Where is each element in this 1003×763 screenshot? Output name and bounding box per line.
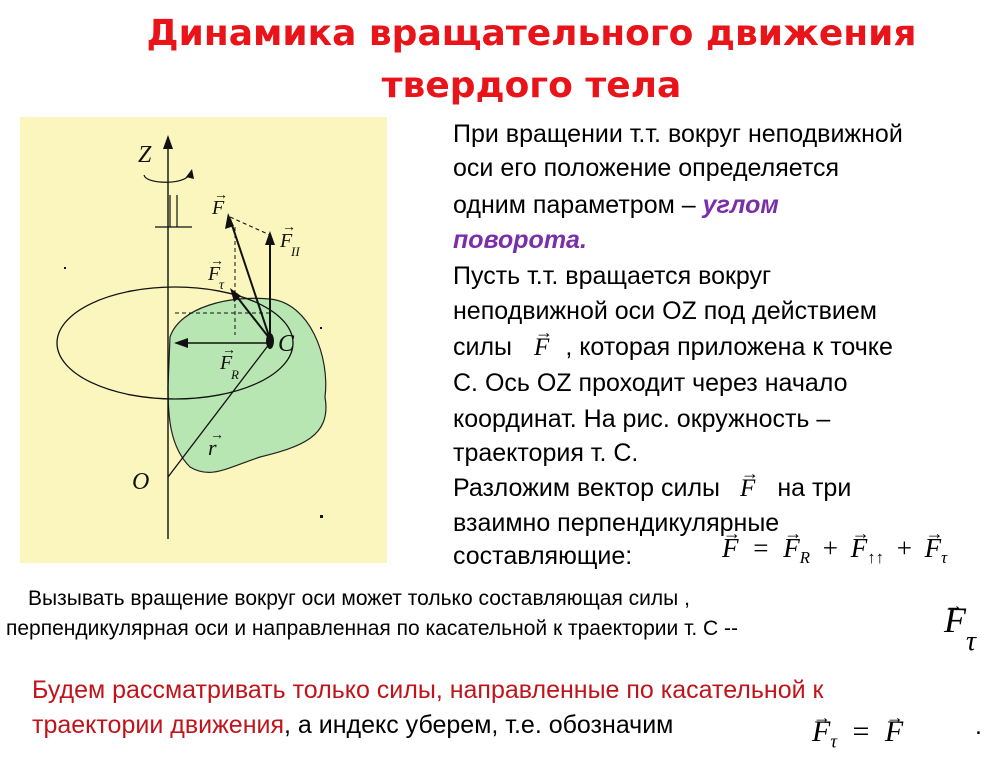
label-c: C bbox=[278, 331, 295, 357]
text-p3-l1-b: на три bbox=[777, 474, 852, 502]
text-p2-l1: Пусть т.т. вращается вокруг bbox=[453, 262, 772, 290]
label-f-parallel-sub: II bbox=[291, 244, 300, 259]
label-f-tau-sub: τ bbox=[219, 278, 225, 293]
small-mark-2 bbox=[320, 515, 323, 518]
title-line-2: твердого тела bbox=[381, 65, 682, 106]
label-f-parallel-arrow: → bbox=[282, 220, 296, 235]
formula-term-3: → F bbox=[925, 530, 942, 566]
formula-plus-2: + bbox=[896, 533, 912, 563]
formula-plus-1: + bbox=[822, 533, 838, 563]
formula-term-2: → F bbox=[851, 530, 868, 566]
label-f-r: F bbox=[220, 352, 233, 374]
bottom-formula bbox=[812, 712, 903, 763]
middle-line-1: Вызывать вращение вокруг оси может только составляющая силы , bbox=[28, 587, 690, 610]
text-p1-emphasis-2: поворота. bbox=[453, 226, 587, 254]
formula-term-2-sub: ↑↑ bbox=[867, 547, 884, 567]
label-r: r bbox=[208, 435, 217, 460]
text-p2-l5: координат. На рис. окружность – bbox=[453, 405, 831, 433]
label-o: O bbox=[132, 469, 150, 495]
bottom-dot: . bbox=[975, 712, 982, 740]
formula-decomposition bbox=[722, 530, 947, 576]
label-f-tau-arrow: → bbox=[210, 254, 224, 269]
text-p2-l4: С. Ось OZ проходит через начало bbox=[453, 369, 848, 397]
text-p2-force-symbol: → F bbox=[534, 331, 549, 364]
middle-force-sub: τ bbox=[966, 626, 977, 657]
label-f-r-arrow: → bbox=[222, 343, 236, 358]
middle-line-2: перпендикулярная оси и направленная по касательной к траектории т. С -- bbox=[6, 617, 739, 640]
text-p2-l3 bbox=[453, 331, 893, 364]
formula-term-1: → F bbox=[783, 530, 800, 566]
middle-force-tau bbox=[944, 598, 977, 657]
bottom-line-1: Будем рассматривать только силы, направленные по касательной к bbox=[32, 676, 824, 704]
label-f: F bbox=[212, 197, 225, 219]
formula-eq: = bbox=[753, 533, 769, 563]
text-p2-l3-b: , которая приложена к точке bbox=[565, 333, 893, 361]
text-p3-force-symbol: → F bbox=[740, 472, 755, 505]
text-p3-l1-a: Разложим вектор силы bbox=[453, 474, 721, 502]
text-p3-l3: составляющие: bbox=[453, 542, 633, 570]
formula-term-1-sub: R bbox=[799, 547, 810, 567]
bottom-formula-lhs-sub: τ bbox=[830, 731, 837, 753]
label-f-parallel: F bbox=[280, 230, 293, 252]
text-p2-l2: неподвижной оси OZ под действием bbox=[453, 297, 877, 325]
formula-term-3-sub: τ bbox=[941, 547, 948, 567]
text-p2-l6: траектория т. С. bbox=[453, 439, 639, 467]
text-p1-l2: оси его положение определяется bbox=[453, 154, 840, 182]
text-p1-l3-plain: одним параметром – bbox=[453, 191, 703, 219]
label-r-arrow: → bbox=[210, 428, 224, 443]
label-f-tau: F bbox=[208, 263, 221, 285]
text-p3-l2: взаимно перпендикулярные bbox=[453, 509, 780, 537]
bottom-line-2-black: , а индекс уберем, т.е. обозначим bbox=[284, 711, 674, 739]
bottom-line-2-red: траектории движения bbox=[32, 711, 285, 739]
text-p2-l3-a: силы bbox=[453, 333, 513, 361]
point-c bbox=[266, 333, 274, 349]
label-f-arrow: → bbox=[214, 188, 228, 203]
small-mark-1 bbox=[64, 267, 66, 269]
bottom-formula-lhs: → F bbox=[812, 712, 830, 752]
text-p1-emphasis-1: углом bbox=[702, 191, 779, 219]
bottom-formula-eq: = bbox=[852, 715, 870, 748]
title-line-1: Динамика вращательного движения bbox=[146, 13, 917, 54]
text-p3-l1 bbox=[453, 472, 851, 505]
label-f-r-sub: R bbox=[231, 367, 239, 382]
text-p1-l1: При вращении т.т. вокруг неподвижной bbox=[453, 120, 903, 148]
rotation-figure bbox=[20, 117, 387, 563]
label-z: Z bbox=[138, 142, 152, 168]
bottom-line-2 bbox=[32, 708, 673, 742]
text-p1-l3 bbox=[453, 189, 779, 222]
bottom-formula-rhs: → F bbox=[885, 712, 903, 752]
small-mark-3 bbox=[320, 327, 322, 329]
formula-lhs: → F bbox=[722, 530, 739, 566]
middle-force-symbol: → F bbox=[944, 598, 966, 642]
